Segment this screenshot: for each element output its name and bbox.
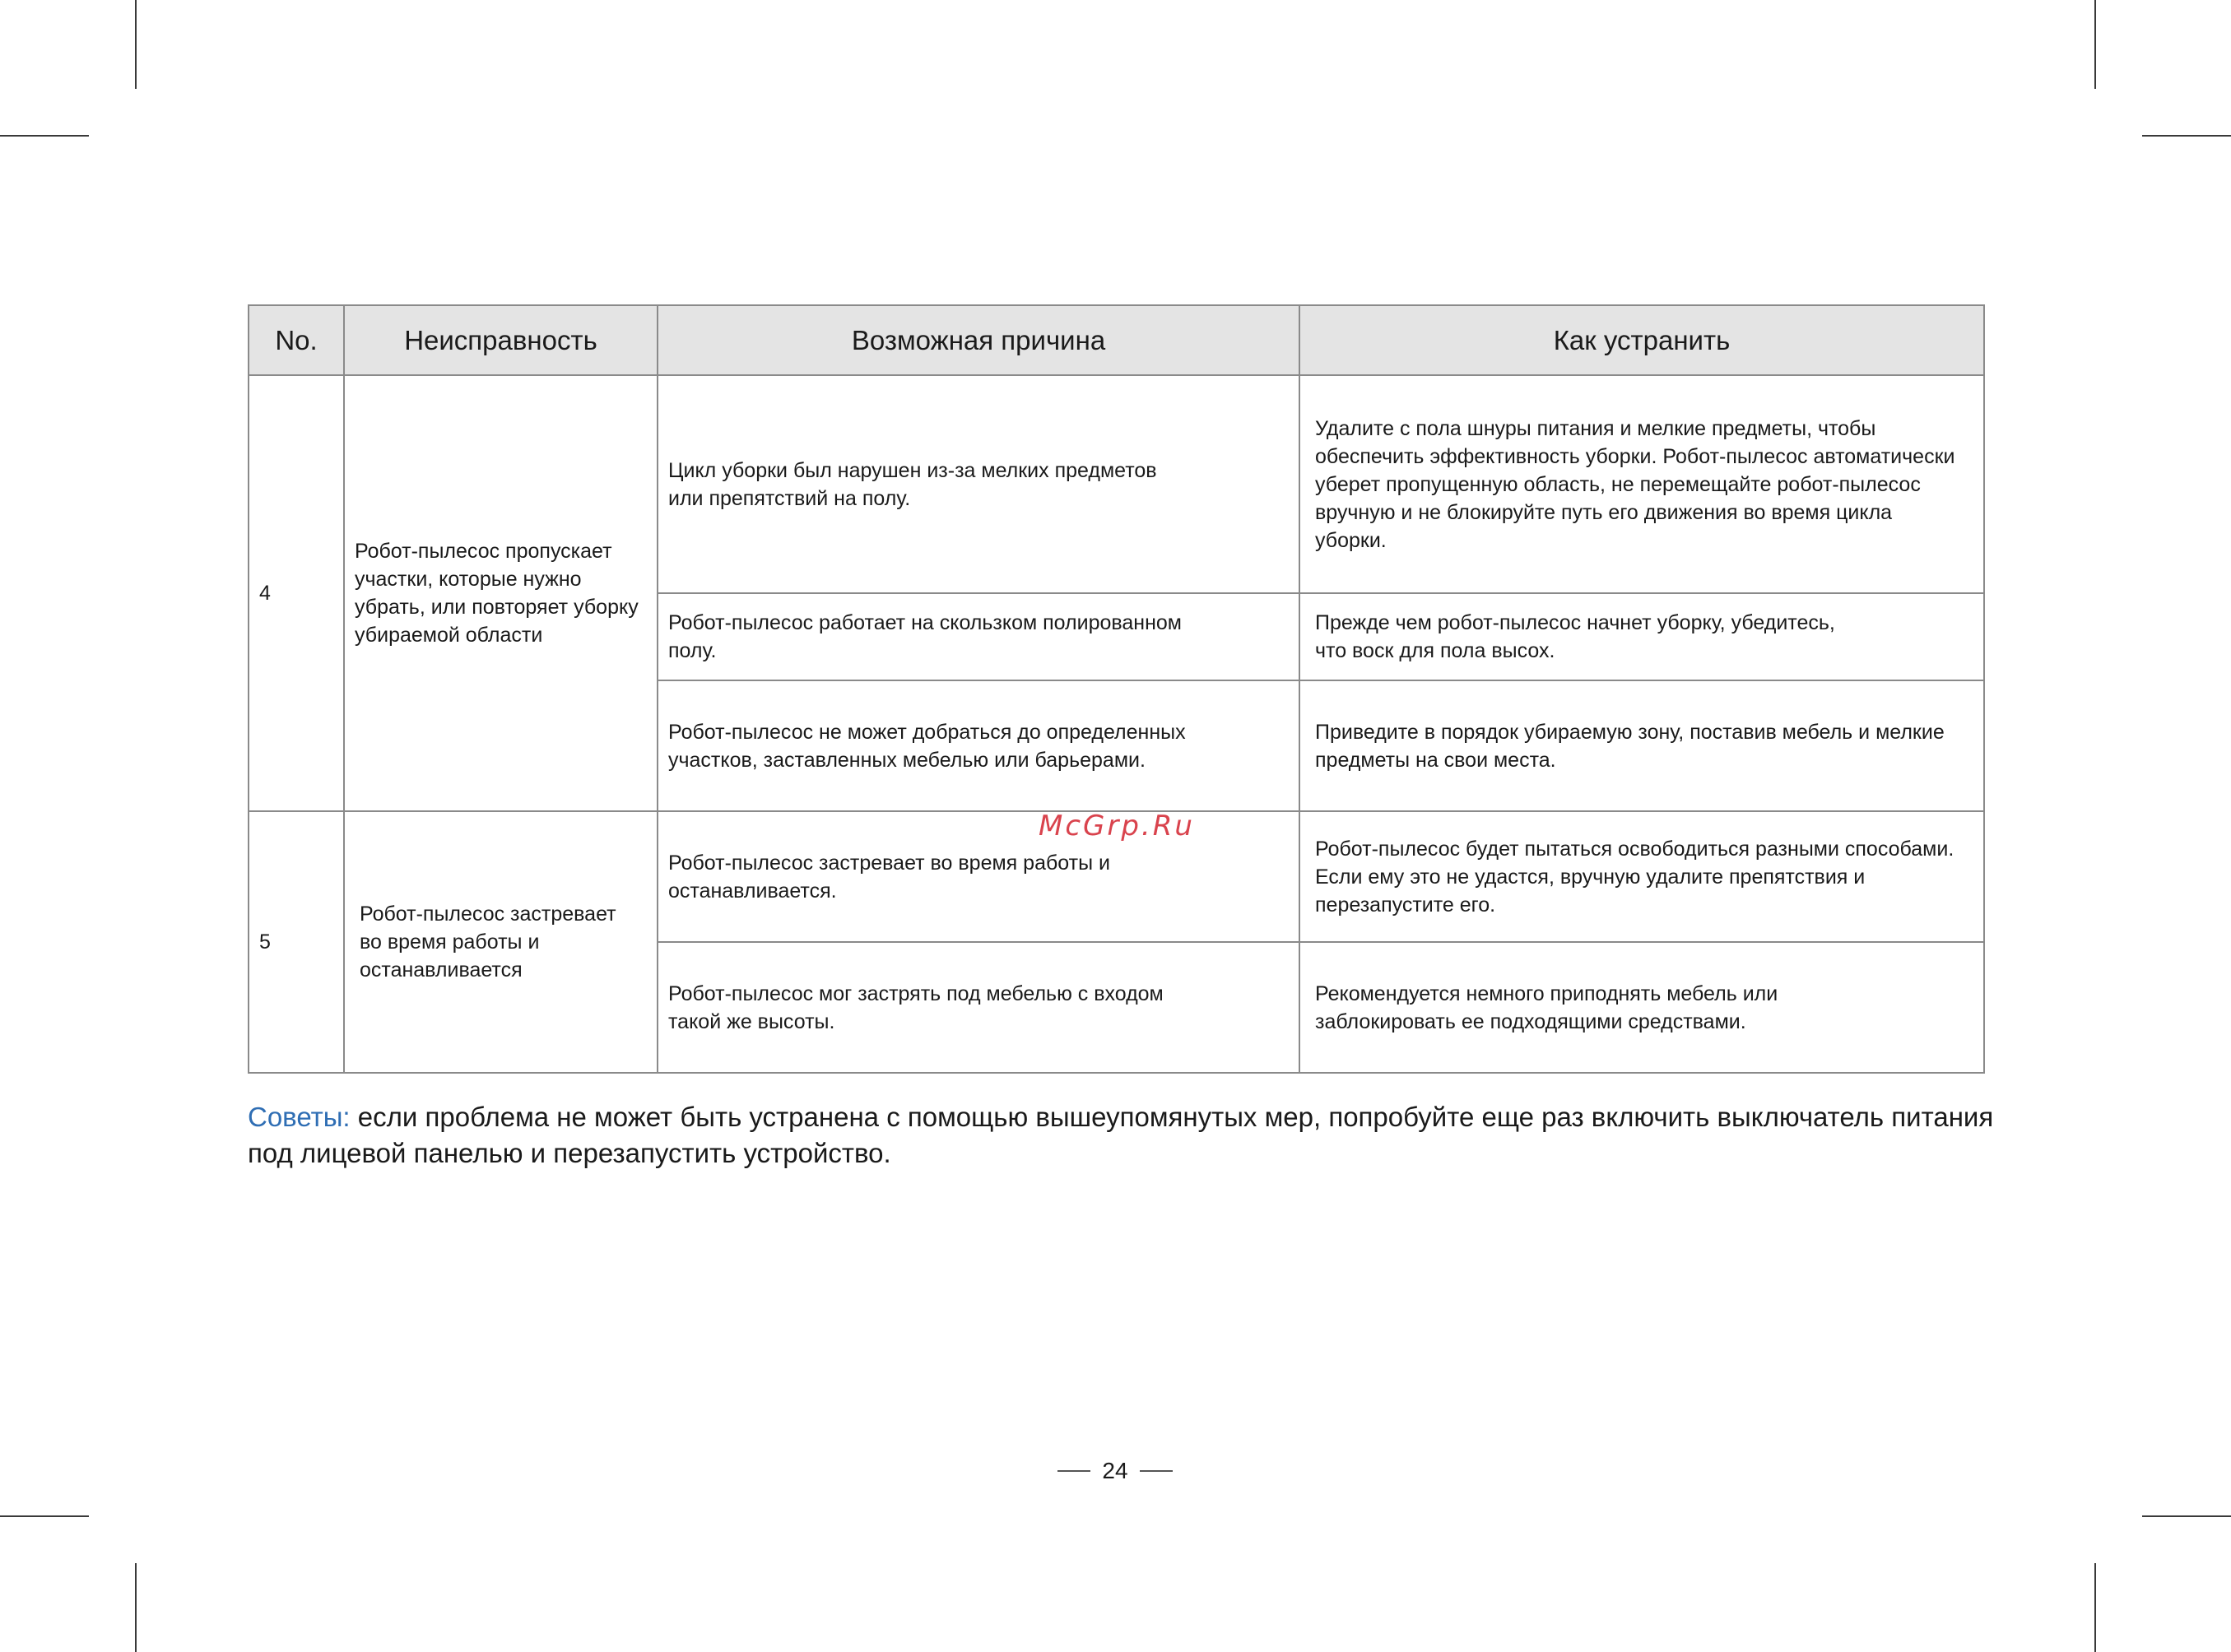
header-fault: Неисправность bbox=[344, 305, 658, 375]
crop-mark bbox=[0, 1515, 89, 1517]
cause-cell: Робот-пылесос мог застрять под мебелью с входом такой же высоты. bbox=[658, 942, 1299, 1073]
table-header-row bbox=[249, 305, 1984, 375]
row-number: 4 bbox=[249, 375, 344, 811]
header-cause: Возможная причина bbox=[658, 305, 1299, 375]
fix-cell: Приведите в порядок убираемую зону, поставив мебель и мелкие предметы на свои места. bbox=[1299, 680, 1984, 811]
crop-mark bbox=[0, 135, 89, 137]
cause-cell: Цикл уборки был нарушен из-за мелких предметов или препятствий на полу. bbox=[658, 375, 1299, 593]
fix-cell: Удалите с пола шнуры питания и мелкие предметы, чтобы обеспечить эффективность уборки. Робот-пылесос автоматически уберет пропущенную область, не перемещайте робот-пылесос вручную и не блокируйте путь его движения во время цикла уборки. bbox=[1299, 375, 1984, 593]
cause-cell: Робот-пылесос не может добраться до определенных участков, заставленных мебелью или барьерами. bbox=[658, 680, 1299, 811]
crop-mark bbox=[2094, 0, 2096, 89]
crop-mark bbox=[135, 0, 137, 89]
cause-cell: Робот-пылесос работает на скользком полированном полу. bbox=[658, 593, 1299, 680]
crop-mark bbox=[2094, 1563, 2096, 1652]
watermark: McGrp.Ru bbox=[1039, 810, 1195, 842]
page-number: 24 bbox=[1102, 1458, 1128, 1483]
crop-mark bbox=[2142, 135, 2231, 137]
crop-mark bbox=[135, 1563, 137, 1652]
troubleshooting-table bbox=[248, 304, 1985, 1074]
fault-cell: Робот-пылесос застревает во время работы и останавливается bbox=[344, 811, 658, 1073]
fault-cell: Робот-пылесос пропускает участки, которые нужно убрать, или повторяет уборку убираемой области bbox=[344, 375, 658, 811]
table-row bbox=[249, 375, 1984, 593]
row-number: 5 bbox=[249, 811, 344, 1073]
fix-cell: Рекомендуется немного приподнять мебель или заблокировать ее подходящими средствами. bbox=[1299, 942, 1984, 1073]
footer-dash bbox=[1140, 1470, 1173, 1472]
fix-cell: Прежде чем робот-пылесос начнет уборку, убедитесь, что воск для пола высох. bbox=[1299, 593, 1984, 680]
crop-mark bbox=[2142, 1515, 2231, 1517]
footer-dash bbox=[1057, 1470, 1090, 1472]
header-no: No. bbox=[249, 305, 344, 375]
fix-cell: Робот-пылесос будет пытаться освободиться разными способами. Если ему это не удастся, вручную удалите препятствия и перезапустите его. bbox=[1299, 811, 1984, 942]
tips-label: Советы: bbox=[248, 1102, 351, 1132]
tips-paragraph bbox=[248, 1099, 2042, 1172]
header-fix: Как устранить bbox=[1299, 305, 1984, 375]
tips-text: если проблема не может быть устранена с помощью вышеупомянутых мер, попробуйте еще раз включить выключатель питания под лицевой панелью и перезапустить устройство. bbox=[248, 1102, 1994, 1168]
cause-cell: Робот-пылесос застревает во время работы и останавливается. bbox=[658, 811, 1299, 942]
page-footer bbox=[1053, 1455, 1177, 1487]
